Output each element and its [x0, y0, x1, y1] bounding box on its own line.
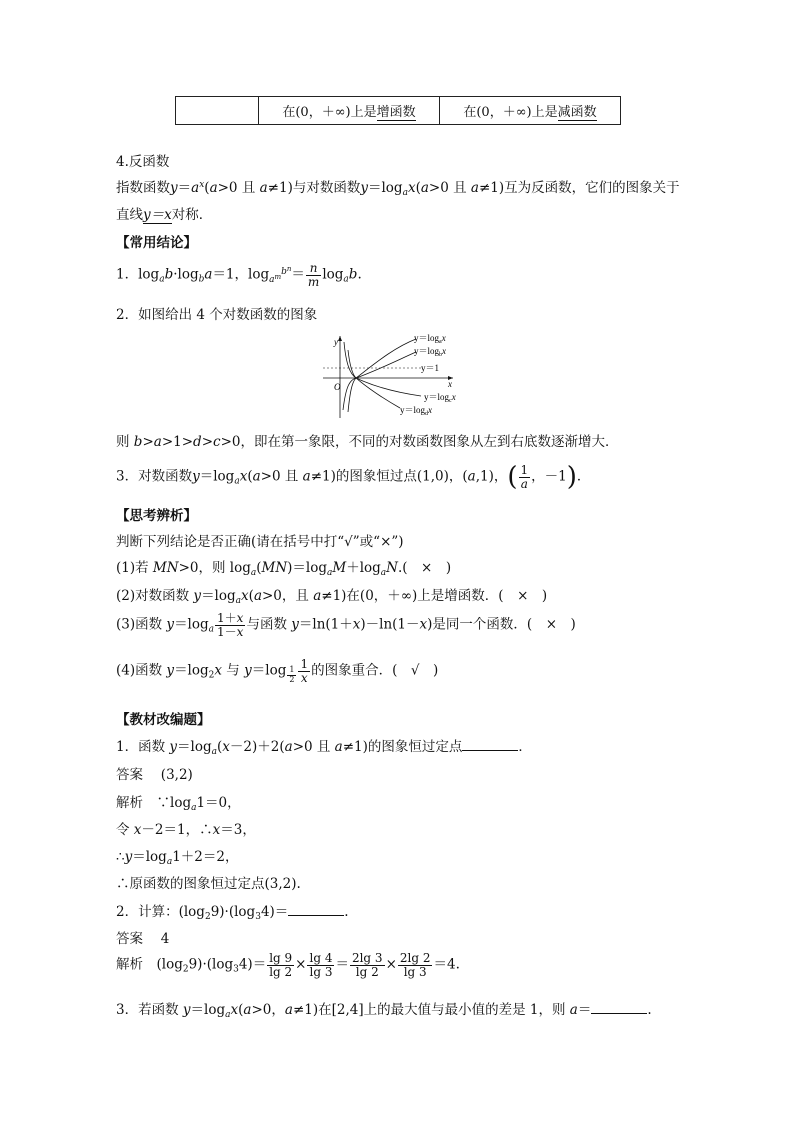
- table-cell-empty: [176, 97, 259, 125]
- table-cell-increasing: 在(0，＋∞)上是增函数: [259, 97, 440, 125]
- graph-y-label: y: [334, 337, 338, 347]
- think-item-3: (3)函数 $y=\log_a$ $\frac{1+x}{1-x}$ 与函数 y＝ln(1＋x)－ln(1－x)是同一个函数．( × ): [116, 611, 576, 639]
- textbook-q3: 3．若函数 $y=\log_ax(a>0$，a≠1)在[2,4]上的最大值与最小值的差是 1，则 a＝ .: [116, 1002, 652, 1020]
- think-item-2: (2)对数函数 $y=\log_ax(a>0$，且 a≠1)在(0，＋∞)上是增函数．( × ): [116, 588, 548, 606]
- heading-common-conclusions: 【常用结论】: [116, 235, 197, 251]
- textbook-q1: 1．函数 $y=\log_a(x-2)+2(a>0$ 且 a≠1)的图象恒过定点 ．: [116, 739, 532, 757]
- function-property-table: [175, 96, 621, 125]
- q1-answer: 答案 (3,2): [116, 767, 193, 783]
- log-functions-graph: [318, 330, 488, 420]
- label-log-c: $y=\log_cx$: [424, 392, 456, 404]
- think-item-1: (1)若 MN>0，则 $\log_a(MN)=\log_aM+\log_aN$.( × ): [116, 560, 452, 578]
- curve-log-c: [344, 342, 421, 396]
- label-log-a: $y=\log_ax$: [414, 333, 446, 345]
- conclusion-3: 3．对数函数$y=\log_ax(a>0$ 且 a≠1)的图象恒过点(1,0)，(a,1)，( $\frac{1}{a}$ ，－1)．: [116, 462, 591, 492]
- label-log-d: $y=\log_dx$: [400, 405, 433, 417]
- label-log-b: $y=\log_bx$: [414, 346, 447, 358]
- conclusion-2: 2．如图给出 4 个对数函数的图象: [116, 307, 318, 323]
- graph-origin-label: O: [334, 382, 341, 392]
- symmetry-line: y＝x: [143, 207, 172, 223]
- inverse-line2: 直线y＝x对称．: [116, 207, 213, 223]
- think-item-4: (4)函数 $y=\log_2x$ 与 y＝log $_{\frac{1}{2}}$ $\frac{1}{x}$ 的图象重合．( √ ): [116, 657, 439, 685]
- table-cell-decreasing: 在(0，＋∞)上是减函数: [440, 97, 621, 125]
- think-intro: 判断下列结论是否正确(请在括号中打“√”或“×”): [116, 534, 404, 550]
- curve-log-b: [348, 352, 416, 412]
- graph-x-label: x: [448, 379, 452, 389]
- curve-log-d: [348, 350, 400, 408]
- q2-answer: 答案 4: [116, 931, 170, 947]
- textbook-q2: 2．计算：$(\log_29)\cdot(\log_34)=$ .: [116, 904, 349, 922]
- section-heading-inverse: 4.反函数: [116, 154, 170, 170]
- inverse-line1: 指数函数$y=a^x(a>0$ 且 a≠1)与对数函数$y=\log_ax(a>0$ 且 a≠1)互为反函数，它们的图象关于: [116, 180, 680, 198]
- conclusion-2-note: 则 b>a>1>d>c>0，即在第一象限，不同的对数函数图象从左到右底数逐渐增大．: [116, 434, 619, 450]
- q1-analysis-3: $\therefore y=\log_a1+2=2$，: [116, 849, 239, 867]
- heading-textbook: 【教材改编题】: [116, 712, 211, 728]
- conclusion-1: 1．$\log_ab\cdot\log_ba=1$，$\log_{a^m}^{b^n}=$ $\frac{n}{m}$ $\log_ab$.: [116, 261, 362, 289]
- heading-think: 【思考辨析】: [116, 508, 197, 524]
- q1-analysis-2: 令 x－2＝1，∴x＝3，: [116, 822, 256, 838]
- q2-analysis: 解析 $(\log_29)\cdot(\log_34)=$ $\frac{\lg 9}{\lg 2}$ × $\frac{\lg 4}{\lg 3}$ ＝ $\frac{2\lg 3}{\lg 2}$ × $\frac{2\lg 2}{\lg 3}$ ＝4.: [116, 951, 460, 979]
- label-y-1: y＝1: [421, 363, 440, 373]
- q1-analysis-1: 解析 $\because\log_a1=0$，: [116, 795, 241, 813]
- q1-analysis-4: ∴原函数的图象恒过定点(3,2).: [116, 876, 301, 892]
